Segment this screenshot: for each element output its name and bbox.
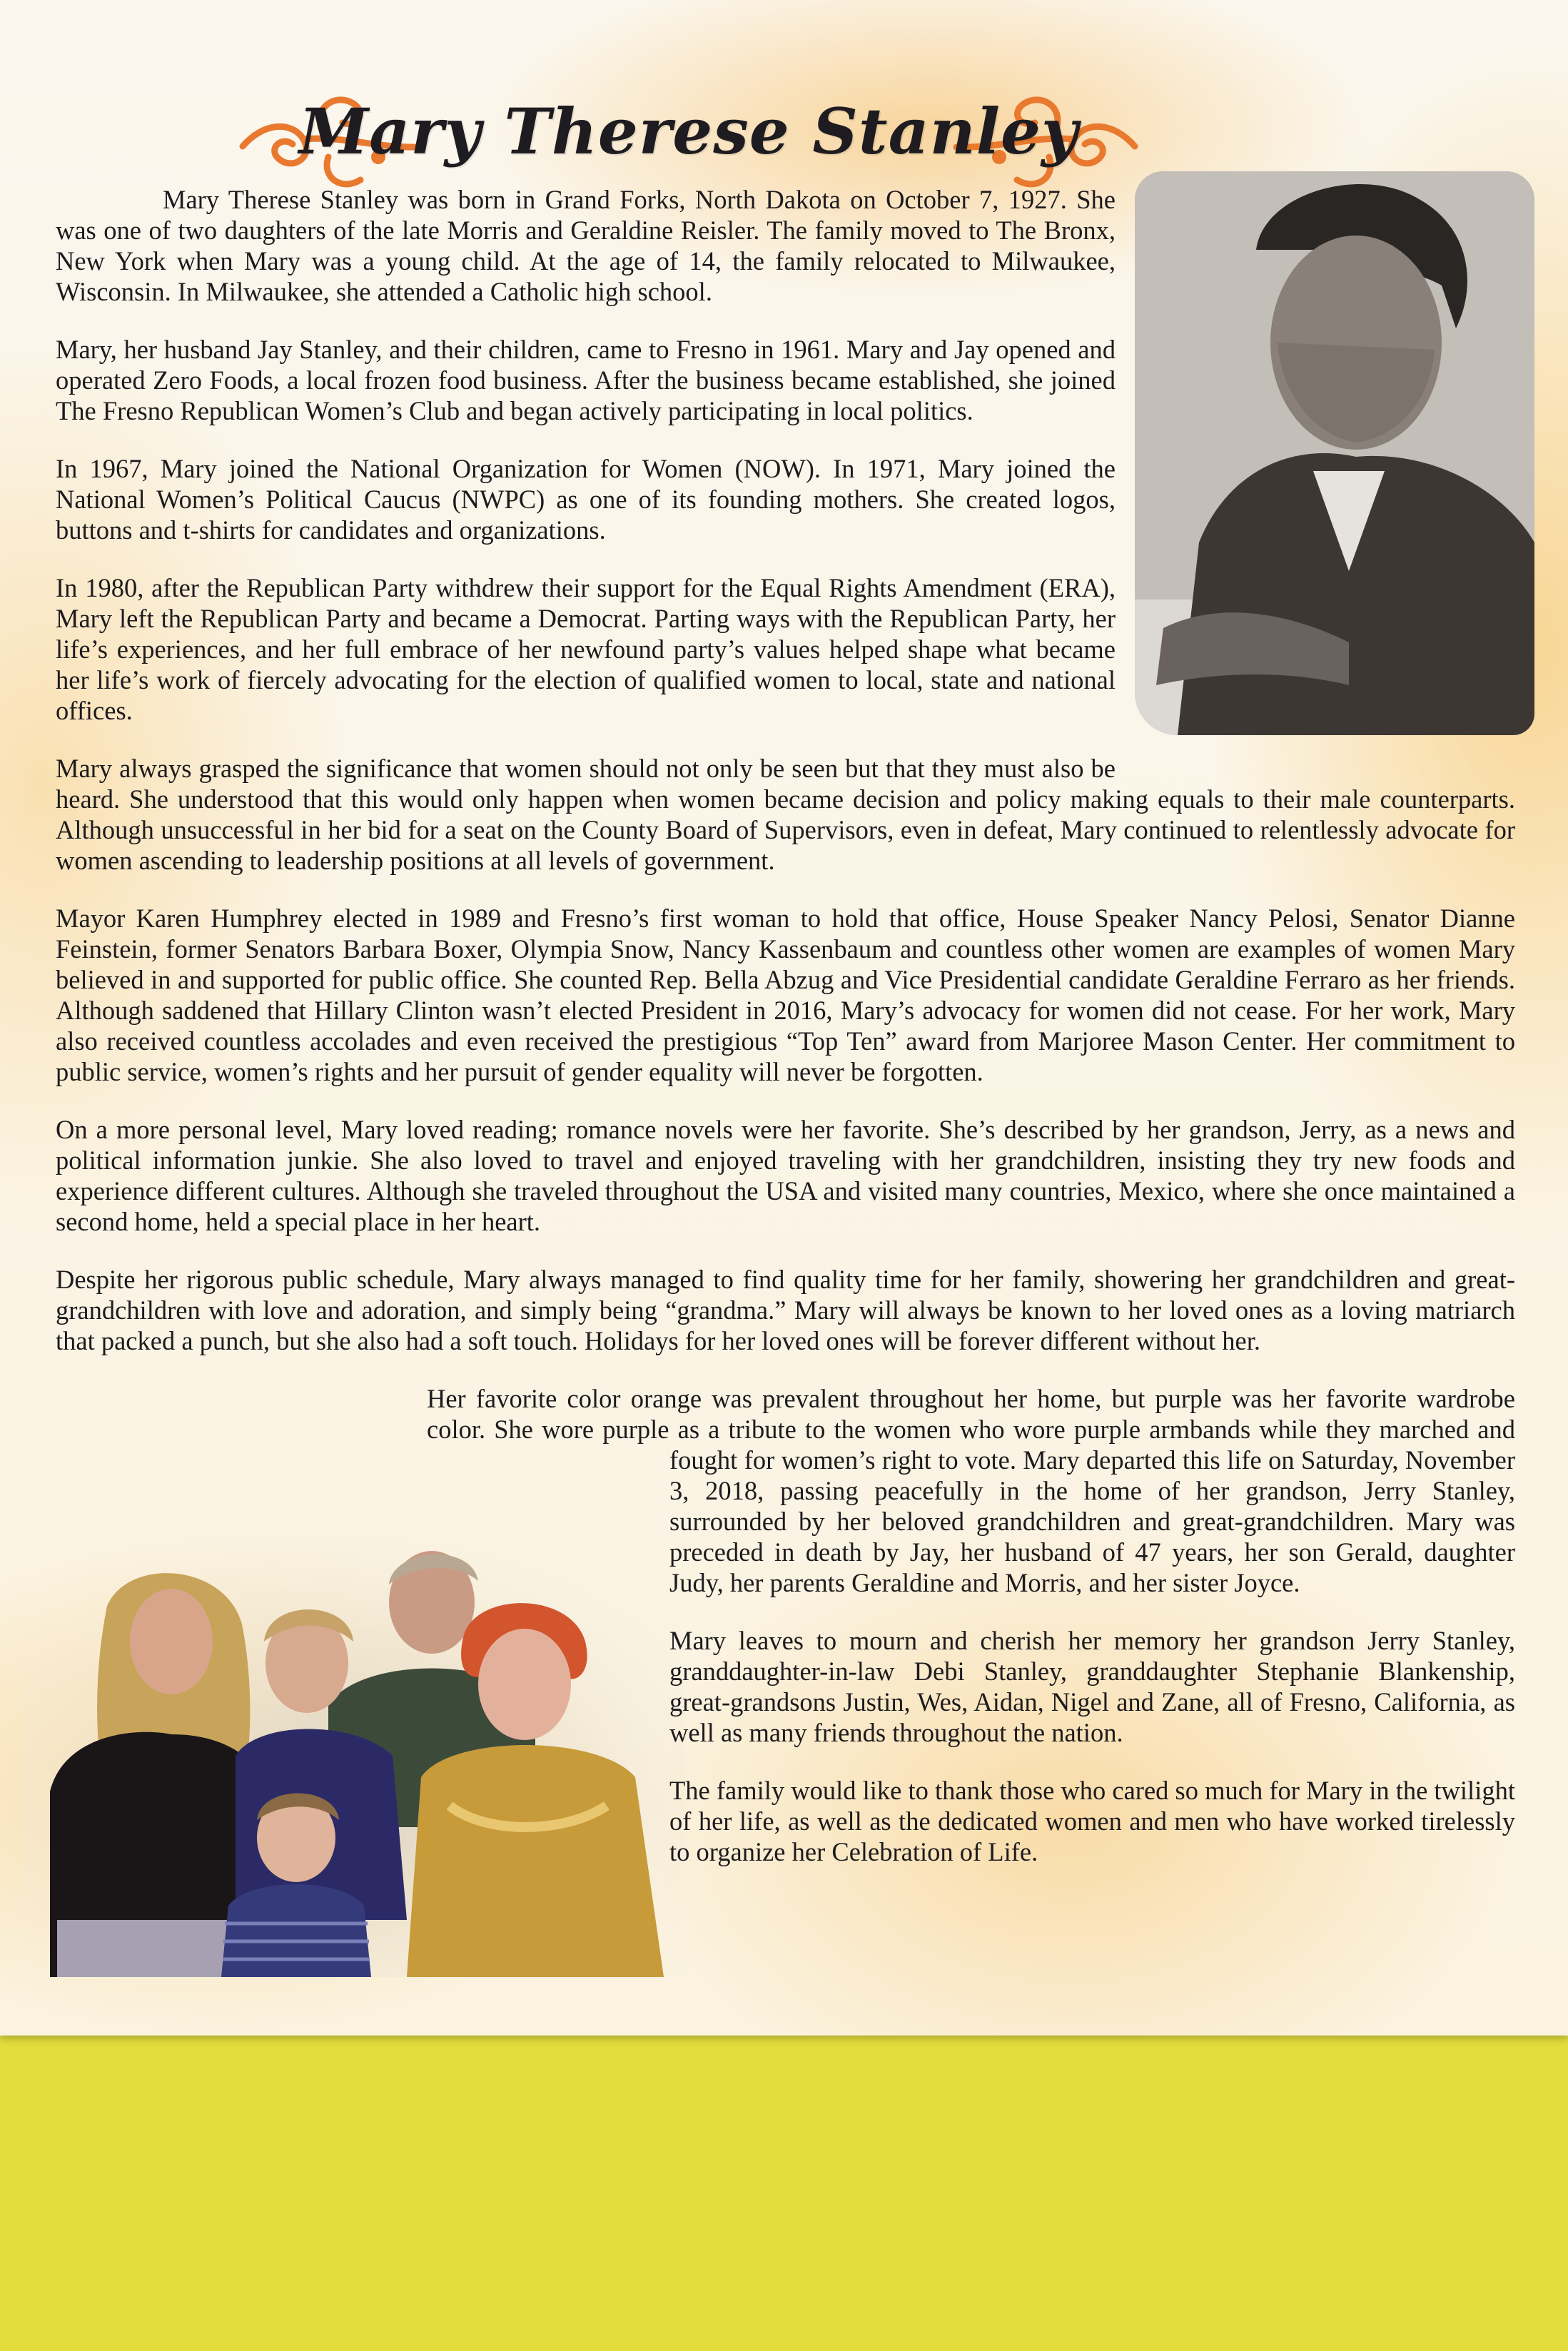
table-surface — [0, 2027, 1568, 2351]
paragraph-10: Mary leaves to mourn and cherish her memory her grandson Jerry Stanley, granddaughter-in-law Debi Stanley, granddaughter Stephanie Blankenship, great-grandsons Justin, Wes, Aidan, Nigel and Zane, all of Fresno, California, as well as many friends throughout the nation. — [669, 1626, 1515, 1747]
paragraph-2: Mary, her husband Jay Stanley, and their children, came to Fresno in 1961. Mary and Jay opened and operated Zero Foods, a local frozen food business. After the business became established, she joined The Fresno Republican Women’s Club and began actively participating in local politics. — [56, 335, 1116, 425]
paragraph-5: Mary always grasped the significance that women should not only be seen but that they must also be heard. She understood that this would only happen when women became decision and policy making equals to their male counterparts. Although unsuccessful in her bid for a seat on the County Board of Supervisors, even in defeat, Mary continued to relentlessly advocate for women ascending to leadership positions at all levels of government. — [56, 754, 1515, 875]
paragraph-8: Despite her rigorous public schedule, Mary always managed to find quality time for her family, showering her grandchildren and great-grandchildren with love and adoration, and simply being “grandma.” Mary will always be known to her loved ones as a loving matriarch that packed a punch, but she also had a soft touch. Holidays for her loved ones will be forever different without her. — [56, 1265, 1515, 1355]
portrait-space — [1144, 184, 1544, 755]
paragraph-4: In 1980, after the Republican Party withdrew their support for the Equal Rights Amendment (ERA), Mary left the Republican Party and became a Democrat. Parting ways with the Republican Party, her life’s experiences, and her full embrace of her newfound party’s values helped shape what became her life’s work of fiercely advocating for the election of qualified women to local, state and national offices. — [56, 573, 1116, 725]
title-banner — [236, 79, 1142, 200]
page-title: Mary Therese Stanley — [298, 94, 1079, 168]
paragraph-9: Her favorite color orange was prevalent throughout her home, but purple was her favorite wardrobe color. She wore purple as a tribute to the women who wore purple armbands while they marched and fought for women’s right to vote. Mary departed this life on Saturday, November 3, 2018, passing peacefully in the home of her grandson, Jerry Stanley, surrounded by her beloved grandchildren and great-grandchildren. Mary was preceded in death by Jay, her husband of 47 years, her son Gerald, daughter Judy, her parents Geraldine and Morris, and her sister Joyce. — [427, 1384, 1515, 1597]
paragraph-6: Mayor Karen Humphrey elected in 1989 and Fresno’s first woman to hold that office, House Speaker Nancy Pelosi, Senator Dianne Feinstein, former Senators Barbara Boxer, Olympia Snow, Nancy Kassenbaum and countless other women are examples of women Mary believed in and supported for public office. She counted Rep. Bella Abzug and Vice Presidential candidate Geraldine Ferraro as her friends. Although saddened that Hillary Clinton wasn’t elected President in 2016, Mary’s advocacy for women did not cease. For her work, Mary also received countless accolades and even received the prestigious “Top Ten” award from Marjoree Mason Center. Her commitment to public service, women’s rights and her pursuit of gender equality will never be forgotten. — [56, 904, 1515, 1086]
obituary-text — [56, 184, 1515, 1908]
family-photo-space — [20, 1445, 648, 1901]
paragraph-11: The family would like to thank those who cared so much for Mary in the twilight of her life, as well as the dedicated women and men who have worked tirelessly to organize her Celebration of Life. — [669, 1776, 1515, 1866]
paragraph-1: Mary Therese Stanley was born in Grand Forks, North Dakota on October 7, 1927. She was one of two daughters of the late Morris and Geraldine Reisler. The family moved to The Bronx, New York when Mary was a young child. At the age of 14, the family relocated to Milwaukee, Wisconsin. In Milwaukee, she attended a Catholic high school. — [56, 185, 1116, 306]
family-photo-space-top — [56, 1383, 427, 1445]
paragraph-3: In 1967, Mary joined the National Organization for Women (NOW). In 1971, Mary joined the National Women’s Political Caucus (NWPC) as one of its founding mothers. She created logos, buttons and t-shirts for candidates and organizations. — [56, 454, 1116, 545]
paragraph-7: On a more personal level, Mary loved reading; romance novels were her favorite. She’s described by her grandson, Jerry, as a news and political information junkie. She also loved to travel and enjoyed traveling with her grandchildren, insisting they try new foods and experience different cultures. Although she traveled throughout the USA and visited many countries, Mexico, where she once maintained a second home, held a special place in her heart. — [56, 1115, 1515, 1236]
